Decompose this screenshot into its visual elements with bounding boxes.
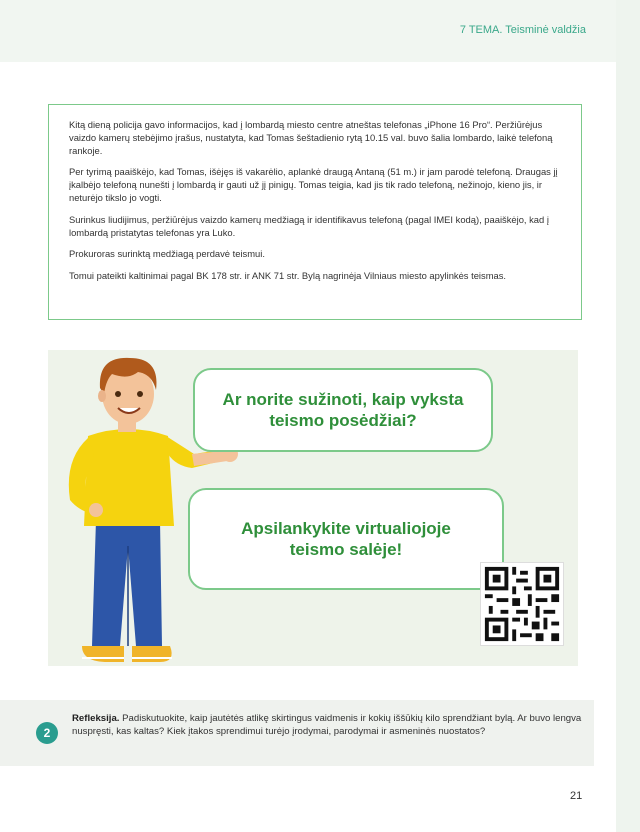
- qr-code[interactable]: [480, 562, 564, 646]
- story-paragraph: Kitą dieną policija gavo informacijos, kad į lombardą miesto centre atneštas telefonas „iPhone 16 Pro“. Peržiūrėjus vaizdo kamerų stebėjimo įrašus, nustatyta, kad Tomas šeštadienio rytą 10.15 val. buvo šalia lombardo, laikė telefoną rankoje.: [69, 119, 553, 156]
- question-text: Ar norite sužinoti, kaip vyksta: [222, 390, 464, 409]
- illustration-scene: [48, 350, 578, 666]
- invite-bubble: [188, 488, 504, 590]
- side-strip: [616, 0, 640, 832]
- reflection-body: Padiskutuokite, kaip jautėtės atlikę skirtingus vaidmenis ir kokių iššūkių kilo sprendžiant bylą. Ar buvo lengva nuspręsti, kas kaltas? Kiek įtakos sprendimui turėjo įrodymai, parodymai ir asmeninės nuostatos?: [72, 713, 582, 738]
- task-number-badge: 2: [36, 722, 58, 744]
- story-paragraph: Prokuroras surinktą medžiagą perdavė teismui.: [69, 248, 265, 260]
- story-paragraph: Per tyrimą paaiškėjo, kad Tomas, išėjęs iš vakarėlio, aplankė draugą Antaną (51 m.) ir jam parodė telefoną. Draugas jį įkalbėjo telefoną nunešti į lombardą ir gauti už jį pinigų. Tomas teigia, kad jis tik rado telefoną, nežinojo, kieno jis, ir neturėjo tikslo jo vogti.: [69, 166, 558, 203]
- header-band: [0, 0, 616, 62]
- story-paragraph: Surinkus liudijimus, peržiūrėjus vaizdo kamerų medžiagą ir identifikavus telefoną (pagal IMEI kodą), paaiškėjo, kad į lombardą pristatytas telefonas yra Luko.: [69, 213, 549, 238]
- reflection-text: [72, 712, 582, 739]
- question-bubble: [193, 368, 493, 452]
- story-box: [48, 104, 582, 320]
- reflection-label: Refleksija.: [72, 713, 120, 724]
- question-text: teismo posėdžiai?: [269, 411, 417, 430]
- qr-code-icon: [481, 563, 563, 645]
- invite-text: Apsilankykite virtualiojoje: [241, 519, 451, 538]
- page-number: 21: [570, 790, 583, 802]
- invite-text: teismo salėje!: [289, 540, 403, 559]
- chapter-title: 7 TEMA. Teisminė valdžia: [459, 24, 586, 36]
- story-paragraph: Tomui pateikti kaltinimai pagal BK 178 str. ir ANK 71 str. Bylą nagrinėja Vilniaus miesto apylinkės teismas.: [69, 270, 507, 282]
